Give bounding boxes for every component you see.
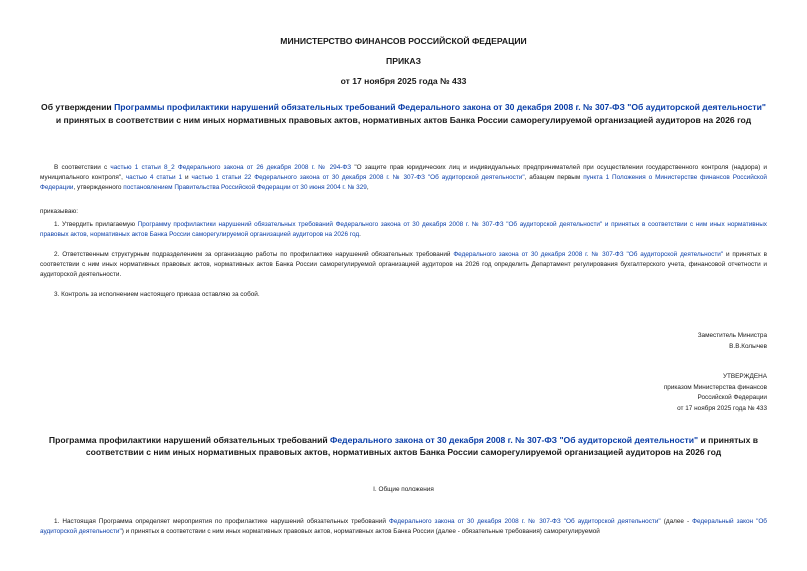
audit-law-short-link[interactable]: Федеральный закон "Об аудиторской деятельности" — [40, 518, 767, 536]
item-text: и принятых в соответствии с ним иных нормативных правовых актов, нормативных актов Банка России саморегулируемой организацией аудиторов на 2026 год определить Департамент регулирования бухгалтерского учета, финансовой отчетности и аудиторской деятельности. — [40, 251, 767, 279]
approval-stamp: УТВЕРЖДЕНА — [722, 373, 767, 380]
program-title-law-link[interactable]: Федерального закона от 30 декабря 2008 г. № 307-ФЗ "Об аудиторской деятельности" — [330, 435, 699, 445]
preamble-text: , — [366, 184, 369, 192]
law-294-link[interactable]: частью 1 статьи 8_2 Федерального закона от 26 декабря 2008 г. № 294-ФЗ — [110, 164, 352, 171]
preamble-text: , утвержденного — [73, 184, 124, 192]
approval-country: Российской Федерации — [697, 394, 767, 402]
preamble-text: В соответствии с — [54, 164, 111, 171]
paragraph-text: 1. Настоящая Программа определяет мероприятия по профилактике нарушений обязательных требований — [54, 518, 389, 525]
preamble-text: , абзацем первым — [524, 174, 584, 182]
preamble-text: "О защите прав юридических лиц и индивидуальных предпринимателей при осуществлении государственного контроля (надзора) и муниципального контроля", — [40, 164, 767, 182]
audit-law-link[interactable]: Федерального закона от 30 декабря 2008 г. № 307-ФЗ "Об аудиторской деятельности" — [388, 518, 661, 525]
program-title-rest: и принятых в соответствии с ним иных нормативных правовых актов, нормативных актов Банка России саморегулируемой организацией аудиторов на 2026 год — [85, 435, 759, 457]
order-item-3: 3. Контроль за исполнением настоящего приказа оставляю за собой. — [54, 291, 260, 298]
program-link[interactable]: Программу профилактики нарушений обязательных требований Федерального закона от 30 декабря 2008 г. № 307-ФЗ "Об аудиторской деятельности" и принятых в соответствии с ним иных нормативных правовых актов, нормативных актов Банка России саморегулируемой организацией аудиторов на 2026 год — [40, 221, 767, 239]
government-decree-link[interactable]: постановлением Правительства Российской Федерации от 30 июня 2004 г. № 329 — [123, 184, 367, 192]
order-item-1 — [40, 220, 767, 240]
section-heading: I. Общие положения — [373, 486, 434, 493]
approval-date: от 17 ноября 2025 года № 433 — [677, 404, 767, 412]
approval-block — [664, 372, 767, 414]
preamble — [40, 163, 767, 194]
item-text: 2. Ответственным структурным подразделением за организацию работы по профилактике нарушений обязательных требований — [54, 251, 454, 258]
ministry-regulation-link[interactable]: пункта 1 Положения о Министерстве финансов Российской Федерации — [40, 174, 767, 192]
approval-by: приказом Министерства финансов — [663, 383, 767, 391]
document-date: от 17 ноября 2025 года № 433 — [340, 76, 467, 86]
orders-word: приказываю: — [40, 208, 78, 215]
preamble-text: и — [182, 174, 192, 182]
order-item-2 — [40, 250, 767, 281]
law-307-article-22-link[interactable]: частью 1 статьи 22 Федерального закона от 30 декабря 2008 г. № 307-ФЗ "Об аудиторской деятельности" — [191, 174, 525, 182]
paragraph-text: (далее - — [660, 518, 693, 525]
title-program-link[interactable]: Программы профилактики нарушений обязательных требований Федерального закона от 30 декабря 2008 г. № 307-ФЗ "Об аудиторской деятельности" — [114, 102, 766, 112]
title-text-rest: и принятых в соответствии с ним иных нормативных правовых актов, нормативных актов Банка России саморегулируемой организацией аудиторов на 2026 год — [55, 115, 752, 125]
signature-name: В.В.Колычев — [729, 342, 767, 350]
signature-block — [698, 331, 767, 352]
signature-position: Заместитель Министра — [697, 332, 767, 339]
item-text: 1. Утвердить прилагаемую — [54, 221, 138, 228]
ministry-heading: МИНИСТЕРСТВО ФИНАНСОВ РОССИЙСКОЙ ФЕДЕРАЦИИ — [280, 36, 527, 46]
item-text: . — [359, 231, 361, 239]
document-title — [40, 101, 767, 127]
paragraph-text: ) и принятых в соответствии с ним иных нормативных правовых актов, нормативных актов Банка России (далее - обязательные требования) саморегулируемой — [121, 528, 600, 536]
title-text: Об утверждении — [41, 102, 115, 112]
program-title — [40, 434, 767, 458]
law-307-link[interactable]: Федерального закона от 30 декабря 2008 г. № 307-ФЗ "Об аудиторской деятельности" — [453, 251, 724, 258]
program-title-text: Программа профилактики нарушений обязательных требований — [48, 435, 331, 445]
program-paragraph-1 — [40, 517, 767, 537]
document-type: ПРИКАЗ — [386, 56, 421, 66]
article-1-link[interactable]: частью 4 статьи 1 — [125, 174, 183, 182]
